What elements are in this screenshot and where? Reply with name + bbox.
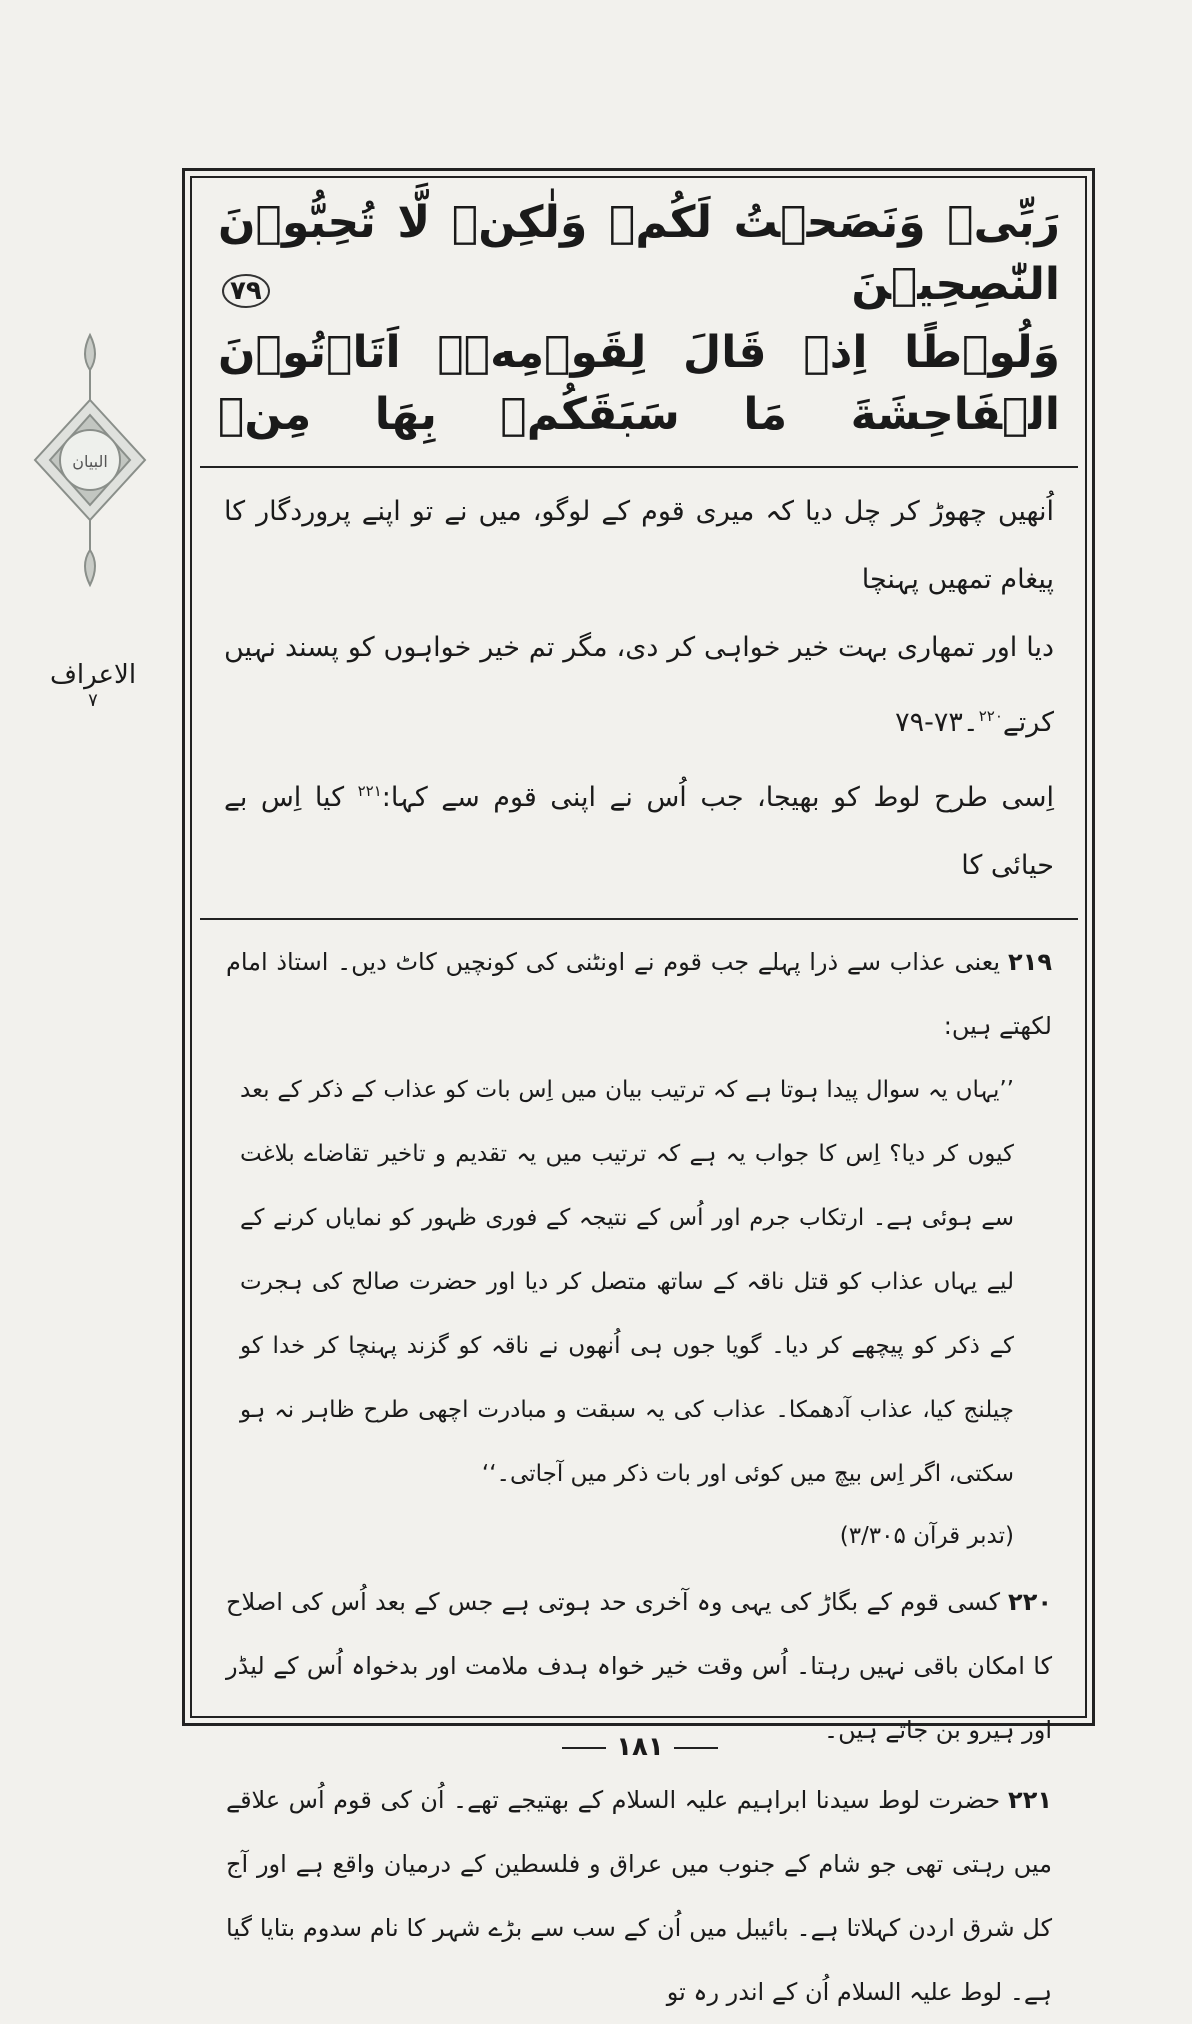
footnote-number: ۲۱۹ [1008,948,1052,976]
footnotes-block-2 [200,1566,1078,2024]
note-ref-221[interactable]: ۲۲۱ [357,782,382,800]
footnote-text: یعنی عذاب سے ذرا پہلے جب قوم نے اونٹنی کی کونچیں کاٹ دیں۔ استاذ امام لکھتے ہیں: [226,948,1052,1040]
translation-line-2: دیا اور تمھاری بہت خیر خواہی کر دی، مگر تم خیر خواہوں کو پسند نہیں کرتے [224,632,1054,738]
dash-right [674,1747,718,1749]
footnote-text: حضرت لوط سیدنا ابراہیم علیہ السلام کے بھتیجے تھے۔ اُن کی قوم اُس علاقے میں رہتی تھی جو شام کے جنوب میں عراق و فلسطین کے درمیان واقع ہے اور آج کل شرق اردن کہلاتا ہے۔ بائیبل میں اُن کے سب سے بڑے شہر کا نام سدوم بتایا گیا ہے۔ لوط علیہ السلام اُن کے اندر رہ تو [226,1786,1052,2006]
footnotes-block [200,920,1078,1058]
ornament-medallion [20,330,160,590]
translation-block [200,468,1078,904]
citation: (تدبر قرآن ۳/۳۰۵) [839,1523,1014,1549]
note-ref-220[interactable]: ۲۲۰ [978,707,1003,725]
arabic-text-block [200,182,1078,452]
page-number [540,1732,740,1762]
footnote-219 [226,930,1052,1058]
block-quote: ’’یہاں یہ سوال پیدا ہوتا ہے کہ ترتیب بیان میں اِس بات کو عذاب کے ذکر کے بعد کیوں کر دیا؟ اِس کا جواب یہ ہے کہ ترتیب میں یہ تقدیم و تاخیر تقاضاے بلاغت سے ہوئی ہے۔ ارتکاب جرم اور اُس کے نتیجہ کے فوری ظہور کو نمایاں کرنے کے لیے یہاں عذاب کو قتل ناقہ کے ساتھ متصل کر دیا اور حضرت صالح کی ہجرت کے ذکر کو پیچھے کر دیا۔ گویا جوں ہی اُنھوں نے ناقہ کو گزند پہنچا کر خدا کو چیلنج کیا، عذاب آدھمکا۔ عذاب کی یہ سبقت و مبادرت اچھی طرح ظاہر نہ ہو سکتی، اگر اِس بیچ میں کوئی اور بات ذکر میں آجاتی۔‘‘ [240,1077,1014,1487]
ayah-number-badge: ٧٩ [222,274,270,308]
arabic-line-2: وَلُوۡطًا اِذۡ قَالَ لِقَوۡمِهٖۤ اَتَاۡتُوۡنَ الۡفَاحِشَةَ مَا سَبَقَكُمۡ بِهَا مِنۡ [218,327,1060,440]
surah-side-label [28,660,158,711]
page-number-text: ۱۸۱ [616,1732,664,1762]
footnote-221 [226,1768,1052,2024]
translation-line-3-end: کیا اِس بے حیائی کا [224,782,1054,881]
footnote-number: ۲۲۱ [1008,1786,1052,1814]
footnote-text: کسی قوم کے بگاڑ کی یہی وہ آخری حد ہوتی ہے جس کے بعد اُس کی اصلاح کا امکان باقی نہیں رہتا۔ اُس وقت خیر خواہ ہدف ملامت اور بدخواہ اُس کے لیڈر اور ہیرو بن جاتے ہیں۔ [226,1588,1052,1744]
arabic-line-1: رَبِّیۡ وَنَصَحۡتُ لَكُمۡ وَلٰكِنۡ لَّا تُحِبُّوۡنَ النّٰصِحِيۡنَ [218,197,1060,310]
translation-line-1: اُنھیں چھوڑ کر چل دیا کہ میری قوم کے لوگو، میں نے تو اپنے پروردگار کا پیغام تمھیں پہنچا [224,496,1054,595]
verse-range: ۔۷۳-۷۹ [895,707,979,738]
surah-name: الاعراف [49,660,137,690]
ornament-label: البیان [72,452,108,471]
translation-line-3: اِسی طرح لوط کو بھیجا، جب اُس نے اپنی قوم سے کہا: [381,782,1054,813]
surah-number: ۷ [88,690,98,711]
footnote-number: ۲۲۰ [1008,1588,1052,1616]
dash-left [562,1747,606,1749]
